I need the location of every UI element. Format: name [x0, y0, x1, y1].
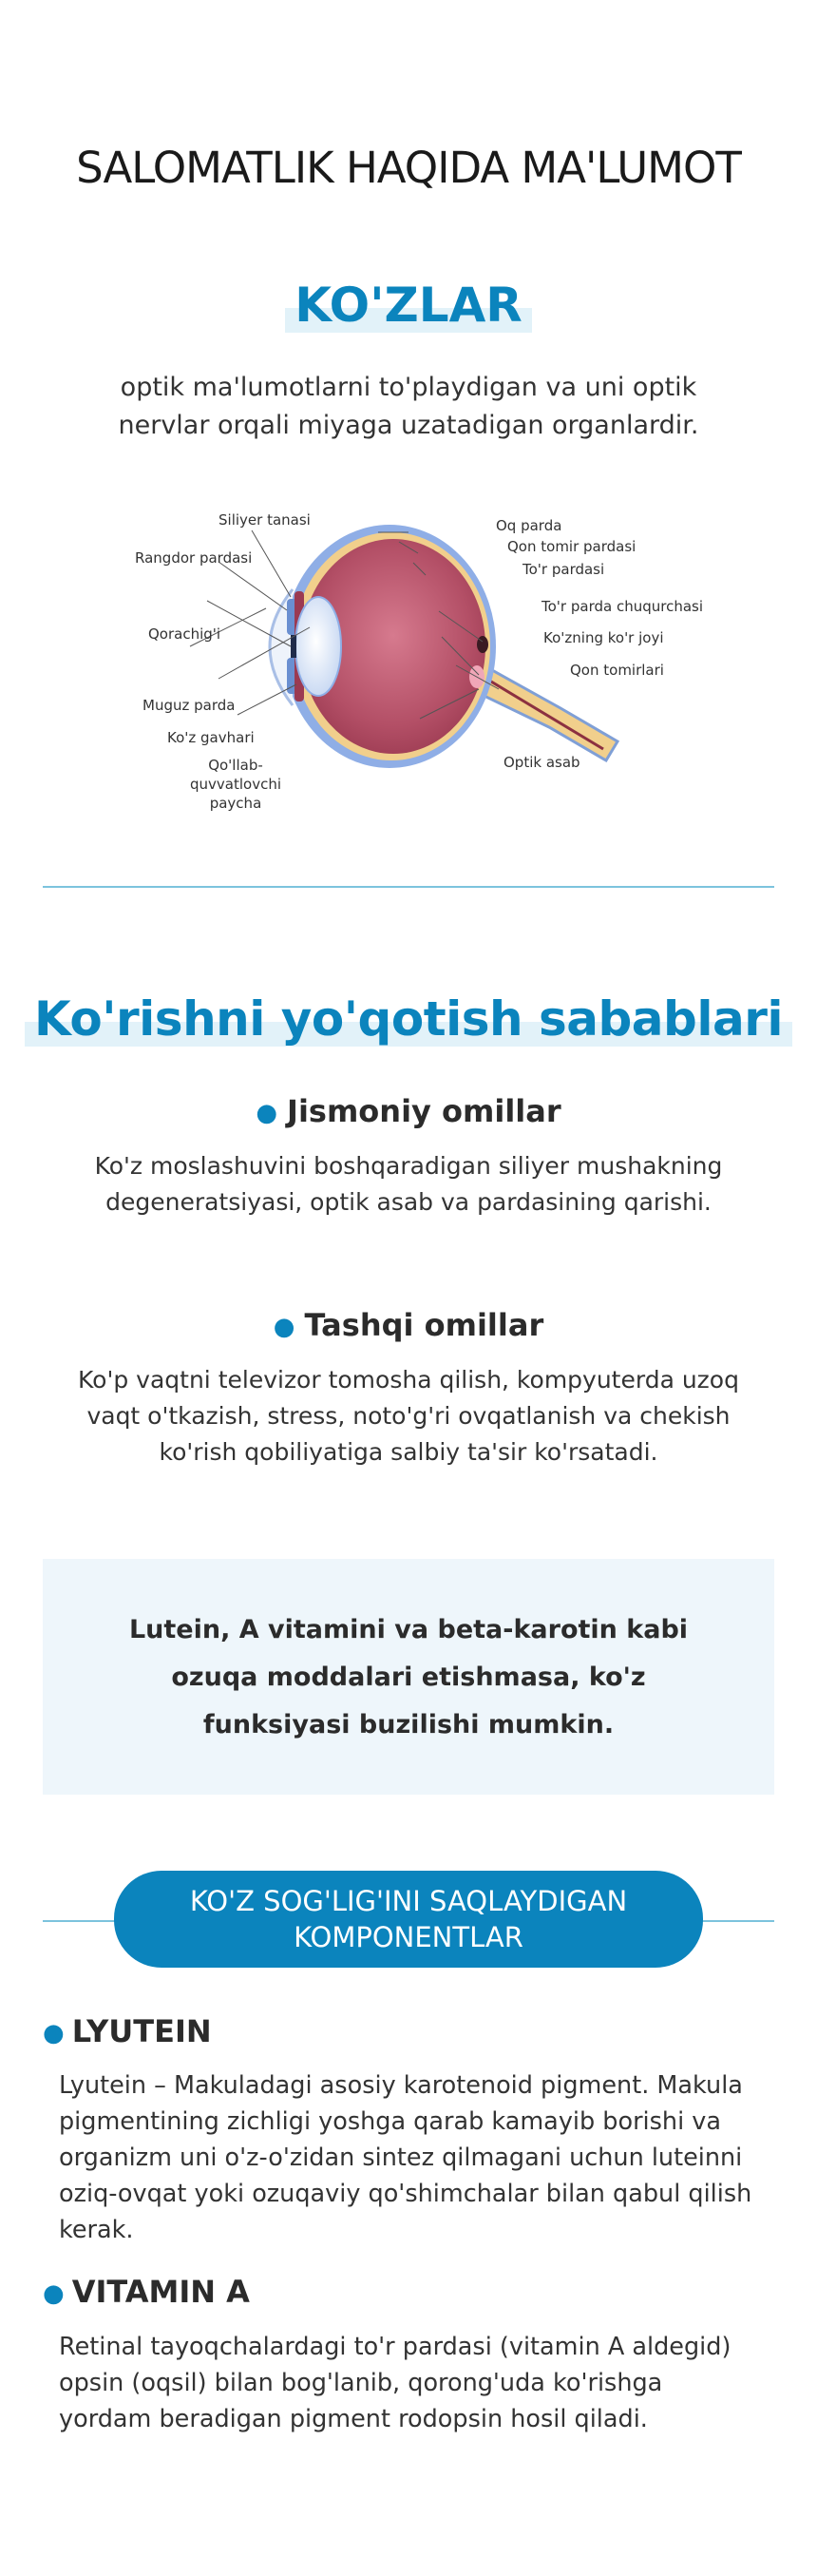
external-factors-title: Tashqi omillar — [304, 1307, 544, 1343]
eyes-lead-text: optik ma'lumotlarni to'playdigan va uni optik nervlar orqali miyaga uzatadigan organlardir. — [118, 373, 699, 440]
eye-anatomy-diagram — [124, 485, 712, 827]
label-muguz-parda: Muguz parda — [142, 697, 236, 714]
eyes-heading: KO'ZLAR — [285, 278, 532, 333]
components-heading-line2: KOMPONENTLAR — [294, 1921, 523, 1953]
nutrient-note-box — [43, 1559, 774, 1795]
vitamin-a-text: Retinal tayoqchalardagi to'r pardasi (vitamin A aldegid) opsin (oqsil) bilan bog'lanib, qorong'uda ko'rishga yordam beradigan pigment rodopsin hosil qiladi. — [59, 2333, 732, 2433]
components-heading-pill — [114, 1871, 703, 1968]
bullet-dot-icon: ● — [43, 2279, 65, 2308]
causes-heading-wrap — [0, 991, 817, 1047]
label-qon-tomir-pardasi: Qon tomir pardasi — [507, 538, 636, 555]
vitamin-a-title-row — [43, 2274, 250, 2310]
label-korning-koz-joyi: Ko'zning ko'r joyi — [543, 629, 664, 646]
external-factors-text: Ko'p vaqtni televizor tomosha qilish, kompyuterda uzoq vaqt o'tkazish, stress, noto'g'ri ovqatlanish va chekish ko'rish qobiliyatiga salbiy ta'sir ko'rsatadi. — [78, 1366, 739, 1466]
label-qon-tomirlari: Qon tomirlari — [570, 662, 664, 679]
bullet-dot-icon: ● — [256, 1099, 278, 1127]
causes-heading: Ko'rishni yo'qotish sabablari — [25, 991, 792, 1047]
label-qollab-2: quvvatlovchi — [190, 776, 281, 793]
nutrient-note-text: Lutein, A vitamini va beta-karotin kabi ozuqa moddalari etishmasa, ko'z funksiyasi buzilishi mumkin. — [128, 1615, 689, 1740]
label-oq-parda: Oq parda — [496, 517, 562, 534]
physical-factors-title-row — [0, 1093, 817, 1129]
label-qollab-3: paycha — [209, 795, 262, 812]
label-koz-gavhari: Ko'z gavhari — [167, 729, 255, 746]
lutein-title: LYUTEIN — [71, 2013, 212, 2049]
label-qollab-1: Qo'llab- — [208, 757, 263, 774]
physical-factors-title: Jismoniy omillar — [287, 1093, 561, 1129]
page-title: SALOMATLIK HAQIDA MA'LUMOT — [76, 143, 741, 193]
eyes-heading-wrap — [0, 278, 817, 333]
lens-shape — [295, 597, 341, 696]
section-divider — [43, 886, 774, 888]
bullet-dot-icon: ● — [273, 1313, 295, 1341]
vitamin-a-title: VITAMIN A — [71, 2274, 250, 2310]
label-siliyer-tanasi: Siliyer tanasi — [218, 511, 311, 529]
bullet-dot-icon: ● — [43, 2019, 65, 2047]
lutein-text: Lyutein – Makuladagi asosiy karotenoid pigment. Makula pigmentining zichligi yoshga qarab kamayib borishi va organizm uni o'z-o'zidan sintez qilmagani uchun luteinni oziq-ovqat yoki ozuqaviy qo'shimchalar bilan qabul qilish kerak. — [59, 2071, 752, 2244]
components-heading-line1: KO'Z SOG'LIG'INI SAQLAYDIGAN — [189, 1885, 628, 1917]
lutein-title-row — [43, 2013, 212, 2049]
label-tor-parda-chuqurchasi: To'r parda chuqurchasi — [542, 598, 704, 615]
label-rangdor-pardasi: Rangdor pardasi — [135, 549, 253, 567]
external-factors-title-row — [0, 1307, 817, 1343]
physical-factors-text: Ko'z moslashuvini boshqaradigan siliyer mushakning degeneratsiyasi, optik asab va pardasining qarishi. — [94, 1152, 723, 1216]
label-qorachigi: Qorachig'i — [148, 625, 221, 643]
label-tor-pardasi: To'r pardasi — [522, 561, 605, 578]
label-optik-asab: Optik asab — [504, 754, 580, 771]
